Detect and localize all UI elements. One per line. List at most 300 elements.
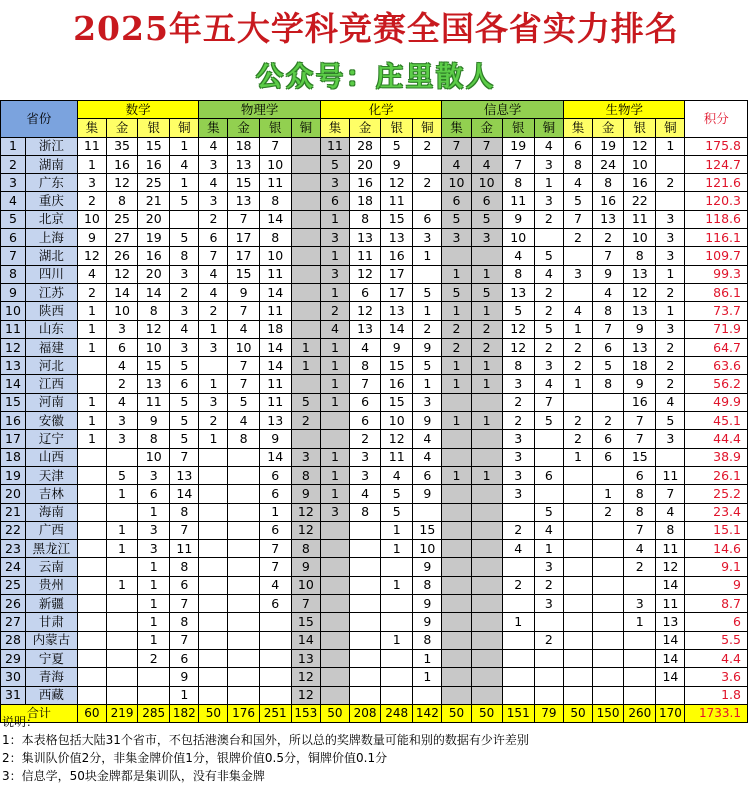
medal-count-cell: 13 [656, 613, 685, 631]
province-name-cell: 广西 [25, 521, 77, 539]
score-cell: 71.9 [685, 320, 748, 338]
medal-count-cell: 4 [199, 174, 228, 192]
medal-count-cell [228, 540, 259, 558]
medal-count-cell: 8 [259, 192, 291, 210]
medal-count-cell: 4 [656, 503, 685, 521]
medal-count-cell: 11 [624, 210, 656, 228]
medal-count-cell: 2 [442, 338, 471, 356]
medal-count-cell: 1 [442, 265, 471, 283]
medal-count-cell: 8 [502, 174, 534, 192]
medal-count-cell: 1 [259, 503, 291, 521]
medal-count-cell: 11 [381, 192, 413, 210]
rank-cell: 23 [1, 540, 26, 558]
medal-count-cell [442, 247, 471, 265]
medal-count-cell: 8 [563, 155, 592, 173]
table-row [1, 466, 748, 484]
medal-count-cell: 1 [381, 540, 413, 558]
medal-count-cell [77, 668, 106, 686]
medal-count-cell: 16 [381, 375, 413, 393]
medal-count-cell [502, 649, 534, 667]
score-cell: 4.4 [685, 649, 748, 667]
medal-count-cell: 1 [471, 265, 502, 283]
medal-count-cell: 1 [77, 393, 106, 411]
medal-count-cell [106, 686, 137, 704]
medal-count-cell [77, 613, 106, 631]
medal-count-cell: 7 [228, 375, 259, 393]
medal-count-cell: 7 [199, 247, 228, 265]
medal-count-cell [77, 375, 106, 393]
table-row [1, 229, 748, 247]
medal-count-cell: 10 [259, 247, 291, 265]
medal-count-cell: 1 [413, 375, 442, 393]
province-name-cell: 四川 [25, 265, 77, 283]
medal-count-cell: 9 [624, 375, 656, 393]
table-row [1, 357, 748, 375]
medal-count-cell: 4 [624, 540, 656, 558]
medal-count-cell: 16 [138, 247, 170, 265]
medal-count-cell: 8 [656, 521, 685, 539]
medal-count-cell [471, 485, 502, 503]
medal-count-cell [228, 613, 259, 631]
medal-count-cell [349, 595, 380, 613]
subject-header-physics: 物理学 [199, 101, 321, 119]
medal-count-cell: 4 [170, 155, 199, 173]
medal-count-cell: 7 [442, 137, 471, 155]
rank-cell: 29 [1, 649, 26, 667]
medal-count-cell [77, 576, 106, 594]
total-score-cell: 1733.1 [685, 704, 748, 722]
rank-cell: 15 [1, 393, 26, 411]
medal-count-cell [138, 668, 170, 686]
medal-count-cell [228, 466, 259, 484]
medal-count-cell: 5 [471, 210, 502, 228]
medal-count-cell: 5 [442, 283, 471, 301]
medal-count-cell: 14 [656, 668, 685, 686]
table-row [1, 338, 748, 356]
medal-count-cell [291, 375, 320, 393]
medal-count-cell: 13 [228, 192, 259, 210]
medal-count-cell: 10 [138, 338, 170, 356]
medal-count-cell [320, 595, 349, 613]
medal-count-cell [77, 558, 106, 576]
medal-count-cell: 17 [381, 283, 413, 301]
medal-count-cell [563, 668, 592, 686]
medal-count-cell: 16 [624, 393, 656, 411]
medal-count-cell [471, 668, 502, 686]
medal-count-cell [349, 521, 380, 539]
medal-count-cell: 3 [471, 229, 502, 247]
medal-count-cell: 1 [320, 210, 349, 228]
medal-count-cell: 1 [442, 302, 471, 320]
medal-count-cell: 10 [228, 338, 259, 356]
medal-count-cell: 6 [593, 430, 624, 448]
medal-count-cell: 9 [138, 412, 170, 430]
rank-cell: 31 [1, 686, 26, 704]
province-name-cell: 湖北 [25, 247, 77, 265]
medal-count-cell: 8 [624, 247, 656, 265]
medal-count-cell: 8 [349, 210, 380, 228]
rank-cell: 11 [1, 320, 26, 338]
medal-count-cell: 1 [471, 466, 502, 484]
medal-count-cell: 3 [199, 393, 228, 411]
medal-count-cell [381, 668, 413, 686]
medal-count-cell [656, 192, 685, 210]
medal-count-cell: 2 [413, 320, 442, 338]
medal-count-cell [471, 595, 502, 613]
province-name-cell: 安徽 [25, 412, 77, 430]
subject-header-informatics: 信息学 [442, 101, 564, 119]
score-cell: 56.2 [685, 375, 748, 393]
medal-count-cell: 6 [413, 466, 442, 484]
medal-count-cell: 7 [656, 485, 685, 503]
medal-header: 银 [381, 119, 413, 137]
medal-count-cell: 1 [656, 137, 685, 155]
medal-count-cell [471, 247, 502, 265]
medal-count-cell [656, 448, 685, 466]
medal-count-cell: 10 [624, 229, 656, 247]
medal-count-cell: 6 [170, 375, 199, 393]
medal-count-cell: 2 [656, 357, 685, 375]
medal-count-cell: 4 [534, 265, 563, 283]
medal-count-cell: 15 [381, 357, 413, 375]
medal-count-cell: 3 [77, 174, 106, 192]
medal-count-cell [349, 649, 380, 667]
medal-count-cell: 5 [170, 192, 199, 210]
total-count-cell: 208 [349, 704, 380, 722]
medal-count-cell [228, 558, 259, 576]
medal-count-cell: 7 [471, 137, 502, 155]
medal-count-cell [199, 613, 228, 631]
medal-count-cell: 6 [593, 338, 624, 356]
medal-count-cell: 5 [413, 357, 442, 375]
medal-count-cell: 4 [563, 174, 592, 192]
score-cell: 26.1 [685, 466, 748, 484]
table-row [1, 393, 748, 411]
medal-count-cell [563, 595, 592, 613]
medal-count-cell [471, 576, 502, 594]
province-name-cell: 新疆 [25, 595, 77, 613]
medal-count-cell: 7 [593, 247, 624, 265]
medal-count-cell [593, 558, 624, 576]
medal-count-cell: 7 [624, 430, 656, 448]
medal-count-cell: 6 [259, 466, 291, 484]
medal-count-cell: 3 [320, 503, 349, 521]
score-cell: 1.8 [685, 686, 748, 704]
medal-count-cell: 3 [106, 320, 137, 338]
medal-count-cell: 13 [381, 229, 413, 247]
table-row [1, 540, 748, 558]
medal-count-cell: 9 [593, 265, 624, 283]
medal-count-cell: 5 [170, 430, 199, 448]
medal-count-cell: 16 [624, 174, 656, 192]
province-name-cell: 湖南 [25, 155, 77, 173]
medal-count-cell: 6 [349, 393, 380, 411]
medal-count-cell: 11 [259, 375, 291, 393]
medal-count-cell: 9 [77, 229, 106, 247]
medal-count-cell [563, 649, 592, 667]
medal-count-cell [502, 503, 534, 521]
medal-count-cell: 1 [593, 485, 624, 503]
score-cell: 3.6 [685, 668, 748, 686]
medal-count-cell: 16 [593, 192, 624, 210]
medal-count-cell: 7 [170, 631, 199, 649]
medal-count-cell: 17 [381, 265, 413, 283]
province-name-cell: 青海 [25, 668, 77, 686]
medal-count-cell: 13 [349, 320, 380, 338]
medal-count-cell [624, 576, 656, 594]
medal-count-cell: 2 [534, 210, 563, 228]
medal-count-cell: 3 [413, 393, 442, 411]
medal-count-cell [199, 466, 228, 484]
score-cell: 44.4 [685, 430, 748, 448]
medal-count-cell: 2 [534, 631, 563, 649]
medal-count-cell [320, 613, 349, 631]
subject-header-biology: 生物学 [563, 101, 685, 119]
medal-count-cell: 13 [349, 229, 380, 247]
medal-count-cell: 4 [442, 155, 471, 173]
medal-count-cell: 2 [534, 338, 563, 356]
medal-count-cell [656, 155, 685, 173]
medal-count-cell [471, 613, 502, 631]
medal-count-cell: 3 [349, 466, 380, 484]
medal-count-cell: 2 [656, 338, 685, 356]
medal-count-cell: 18 [624, 357, 656, 375]
rank-cell: 28 [1, 631, 26, 649]
medal-count-cell [563, 247, 592, 265]
medal-count-cell [442, 485, 471, 503]
medal-header: 银 [624, 119, 656, 137]
score-cell: 124.7 [685, 155, 748, 173]
medal-count-cell: 10 [471, 174, 502, 192]
medal-count-cell: 1 [442, 412, 471, 430]
medal-count-cell [534, 229, 563, 247]
medal-count-cell: 4 [563, 302, 592, 320]
medal-count-cell: 9 [413, 485, 442, 503]
table-row [1, 558, 748, 576]
province-name-cell: 河南 [25, 393, 77, 411]
note-1: 1：本表格包括大陆31个省市，不包括港澳台和国外，所以总的奖牌数量可能和别的数据有少许差别 [2, 733, 529, 747]
medal-count-cell: 13 [228, 155, 259, 173]
score-cell: 45.1 [685, 412, 748, 430]
medal-count-cell: 1 [106, 576, 137, 594]
rank-cell: 3 [1, 174, 26, 192]
medal-count-cell [320, 576, 349, 594]
medal-count-cell [502, 631, 534, 649]
score-header: 积分 [685, 101, 748, 138]
medal-count-cell: 1 [170, 174, 199, 192]
table-row [1, 576, 748, 594]
table-row [1, 210, 748, 228]
medal-count-cell [381, 613, 413, 631]
medal-count-cell: 11 [77, 137, 106, 155]
medal-count-cell: 4 [502, 540, 534, 558]
medal-count-cell: 5 [534, 320, 563, 338]
score-cell: 38.9 [685, 448, 748, 466]
medal-count-cell [228, 686, 259, 704]
medal-count-cell: 1 [199, 320, 228, 338]
medal-count-cell: 17 [228, 247, 259, 265]
medal-count-cell: 4 [656, 393, 685, 411]
province-name-cell: 天津 [25, 466, 77, 484]
medal-count-cell [199, 357, 228, 375]
medal-count-cell: 4 [502, 247, 534, 265]
province-name-cell: 西藏 [25, 686, 77, 704]
medal-count-cell: 6 [170, 649, 199, 667]
medal-count-cell [259, 686, 291, 704]
medal-header: 银 [138, 119, 170, 137]
medal-count-cell: 6 [442, 192, 471, 210]
province-header: 省份 [1, 101, 78, 138]
medal-count-cell: 8 [170, 247, 199, 265]
medal-count-cell: 10 [502, 229, 534, 247]
medal-count-cell: 7 [291, 595, 320, 613]
medal-count-cell: 3 [534, 192, 563, 210]
medal-count-cell: 4 [228, 320, 259, 338]
table-row [1, 192, 748, 210]
medal-count-cell: 1 [77, 338, 106, 356]
medal-count-cell: 7 [228, 210, 259, 228]
medal-count-cell: 19 [593, 137, 624, 155]
medal-count-cell: 6 [170, 576, 199, 594]
medal-count-cell [413, 192, 442, 210]
table-row [1, 265, 748, 283]
medal-count-cell: 6 [413, 210, 442, 228]
medal-count-cell: 3 [291, 448, 320, 466]
medal-count-cell: 14 [259, 210, 291, 228]
medal-header: 集 [442, 119, 471, 137]
medal-count-cell: 8 [291, 466, 320, 484]
medal-count-cell [593, 595, 624, 613]
medal-count-cell [442, 631, 471, 649]
medal-count-cell: 4 [534, 521, 563, 539]
medal-count-cell: 2 [170, 283, 199, 301]
score-cell: 118.6 [685, 210, 748, 228]
medal-header: 集 [320, 119, 349, 137]
medal-count-cell: 11 [320, 137, 349, 155]
medal-count-cell [77, 649, 106, 667]
medal-count-cell: 1 [320, 357, 349, 375]
medal-count-cell: 7 [593, 320, 624, 338]
medal-count-cell [413, 265, 442, 283]
medal-count-cell: 14 [259, 338, 291, 356]
medal-count-cell [291, 302, 320, 320]
wechat-account-subtitle: 公众号：庄里散人 [256, 62, 496, 93]
medal-count-cell: 10 [259, 155, 291, 173]
medal-count-cell: 1 [320, 247, 349, 265]
medal-count-cell [291, 210, 320, 228]
medal-count-cell: 3 [138, 466, 170, 484]
medal-count-cell: 8 [170, 503, 199, 521]
medal-count-cell: 10 [381, 412, 413, 430]
medal-count-cell [259, 649, 291, 667]
table-row [1, 448, 748, 466]
medal-count-cell [502, 558, 534, 576]
medal-count-cell: 1 [656, 265, 685, 283]
medal-count-cell: 3 [199, 192, 228, 210]
medal-header: 铜 [656, 119, 685, 137]
medal-header: 铜 [170, 119, 199, 137]
total-count-cell: 219 [106, 704, 137, 722]
medal-count-cell: 2 [106, 375, 137, 393]
medal-count-cell: 8 [624, 503, 656, 521]
medal-count-cell: 6 [259, 485, 291, 503]
medal-count-cell: 6 [593, 448, 624, 466]
medal-count-cell [106, 503, 137, 521]
medal-count-cell [199, 576, 228, 594]
medal-count-cell: 4 [534, 375, 563, 393]
rank-cell: 4 [1, 192, 26, 210]
medal-count-cell: 5 [228, 393, 259, 411]
rank-cell: 24 [1, 558, 26, 576]
medal-count-cell: 2 [349, 430, 380, 448]
medal-count-cell: 3 [656, 430, 685, 448]
medal-count-cell: 2 [593, 229, 624, 247]
province-name-cell: 北京 [25, 210, 77, 228]
medal-count-cell: 3 [106, 412, 137, 430]
medal-count-cell: 5 [381, 485, 413, 503]
medal-count-cell: 4 [320, 320, 349, 338]
table-row [1, 595, 748, 613]
medal-count-cell: 12 [291, 686, 320, 704]
medal-count-cell: 1 [320, 283, 349, 301]
medal-count-cell: 9 [381, 155, 413, 173]
rank-cell: 16 [1, 412, 26, 430]
total-count-cell: 79 [534, 704, 563, 722]
medal-count-cell [228, 649, 259, 667]
table-row [1, 668, 748, 686]
medal-count-cell [471, 631, 502, 649]
medal-count-cell: 2 [77, 192, 106, 210]
medal-header: 金 [471, 119, 502, 137]
medal-count-cell: 1 [320, 466, 349, 484]
medal-count-cell: 2 [442, 320, 471, 338]
medal-count-cell: 3 [624, 595, 656, 613]
medal-count-cell: 1 [502, 613, 534, 631]
medal-count-cell: 1 [77, 412, 106, 430]
medal-count-cell: 10 [106, 302, 137, 320]
medal-count-cell [320, 649, 349, 667]
medal-count-cell: 1 [320, 393, 349, 411]
medal-count-cell [291, 137, 320, 155]
medal-header: 集 [199, 119, 228, 137]
medal-count-cell [77, 485, 106, 503]
medal-count-cell [228, 668, 259, 686]
medal-count-cell: 1 [291, 338, 320, 356]
table-row [1, 137, 748, 155]
medal-count-cell: 3 [170, 265, 199, 283]
medal-count-cell [442, 448, 471, 466]
medal-count-cell: 6 [106, 338, 137, 356]
medal-count-cell: 12 [291, 503, 320, 521]
medal-count-cell: 13 [381, 302, 413, 320]
medal-count-cell: 7 [170, 595, 199, 613]
medal-count-cell: 5 [502, 302, 534, 320]
table-row [1, 521, 748, 539]
medal-count-cell: 13 [291, 649, 320, 667]
medal-count-cell: 4 [349, 338, 380, 356]
medal-count-cell: 8 [349, 357, 380, 375]
medal-count-cell: 11 [656, 540, 685, 558]
province-name-cell: 陕西 [25, 302, 77, 320]
rank-cell: 20 [1, 485, 26, 503]
medal-count-cell: 7 [624, 521, 656, 539]
score-cell: 73.7 [685, 302, 748, 320]
medal-count-cell [624, 668, 656, 686]
score-cell: 63.6 [685, 357, 748, 375]
medal-count-cell [413, 503, 442, 521]
medal-count-cell [349, 668, 380, 686]
medal-count-cell: 5 [656, 412, 685, 430]
